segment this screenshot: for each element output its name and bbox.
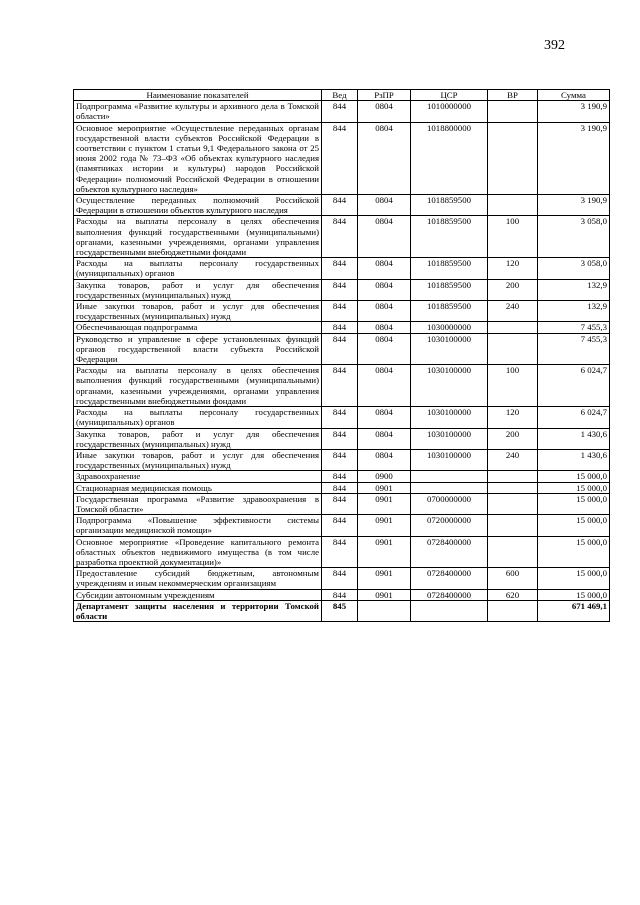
cell-vr bbox=[488, 515, 538, 536]
cell-name: Подпрограмма «Повышение эффективности системы организации медицинской помощи» bbox=[74, 515, 322, 536]
cell-ved: 844 bbox=[322, 536, 358, 568]
cell-ved: 844 bbox=[322, 568, 358, 589]
cell-csr bbox=[411, 471, 488, 482]
table-row bbox=[74, 568, 610, 589]
cell-csr: 1030000000 bbox=[411, 322, 488, 333]
cell-name: Закупка товаров, работ и услуг для обеспечения государственных (муниципальных) нужд bbox=[74, 279, 322, 300]
cell-ved: 844 bbox=[322, 301, 358, 322]
table-row bbox=[74, 216, 610, 258]
cell-name: Департамент защиты населения и территории Томской области bbox=[74, 600, 322, 621]
table-row bbox=[74, 482, 610, 493]
table-row bbox=[74, 428, 610, 449]
cell-sum: 132,9 bbox=[538, 279, 610, 300]
cell-vr: 200 bbox=[488, 428, 538, 449]
cell-rzpr: 0900 bbox=[358, 471, 411, 482]
cell-csr: 1030100000 bbox=[411, 428, 488, 449]
cell-rzpr: 0804 bbox=[358, 428, 411, 449]
cell-ved: 845 bbox=[322, 600, 358, 621]
cell-sum: 15 000,0 bbox=[538, 568, 610, 589]
table-row bbox=[74, 301, 610, 322]
cell-sum: 15 000,0 bbox=[538, 589, 610, 600]
cell-rzpr: 0804 bbox=[358, 122, 411, 194]
cell-vr bbox=[488, 471, 538, 482]
cell-vr bbox=[488, 600, 538, 621]
cell-csr: 1010000000 bbox=[411, 101, 488, 122]
cell-sum: 132,9 bbox=[538, 301, 610, 322]
cell-name: Стационарная медицинская помощь bbox=[74, 482, 322, 493]
cell-rzpr bbox=[358, 600, 411, 621]
cell-sum: 7 455,3 bbox=[538, 333, 610, 365]
cell-name: Государственная программа «Развитие здравоохранения в Томской области» bbox=[74, 493, 322, 514]
cell-rzpr: 0804 bbox=[358, 216, 411, 258]
cell-rzpr: 0901 bbox=[358, 536, 411, 568]
cell-rzpr: 0804 bbox=[358, 322, 411, 333]
cell-vr: 240 bbox=[488, 301, 538, 322]
cell-vr bbox=[488, 101, 538, 122]
table-row bbox=[74, 195, 610, 216]
table-row bbox=[74, 258, 610, 279]
cell-ved: 844 bbox=[322, 333, 358, 365]
cell-rzpr: 0804 bbox=[358, 449, 411, 470]
cell-vr: 240 bbox=[488, 449, 538, 470]
table-row bbox=[74, 600, 610, 621]
cell-ved: 844 bbox=[322, 279, 358, 300]
cell-ved: 844 bbox=[322, 322, 358, 333]
cell-ved: 844 bbox=[322, 428, 358, 449]
cell-rzpr: 0804 bbox=[358, 195, 411, 216]
cell-rzpr: 0804 bbox=[358, 301, 411, 322]
cell-ved: 844 bbox=[322, 471, 358, 482]
table-row bbox=[74, 536, 610, 568]
cell-rzpr: 0901 bbox=[358, 568, 411, 589]
cell-sum: 15 000,0 bbox=[538, 493, 610, 514]
cell-vr: 200 bbox=[488, 279, 538, 300]
cell-vr bbox=[488, 322, 538, 333]
cell-csr: 1018859500 bbox=[411, 216, 488, 258]
cell-ved: 844 bbox=[322, 493, 358, 514]
header-vr: ВР bbox=[488, 90, 538, 101]
header-csr: ЦСР bbox=[411, 90, 488, 101]
table-body bbox=[74, 101, 610, 622]
cell-name: Обеспечивающая подпрограмма bbox=[74, 322, 322, 333]
cell-rzpr: 0901 bbox=[358, 589, 411, 600]
cell-csr: 0720000000 bbox=[411, 515, 488, 536]
cell-name: Руководство и управление в сфере установленных функций органов государственной власти субъекта Российской Федерации bbox=[74, 333, 322, 365]
table-row bbox=[74, 493, 610, 514]
cell-sum: 7 455,3 bbox=[538, 322, 610, 333]
cell-vr: 120 bbox=[488, 258, 538, 279]
cell-sum: 3 190,9 bbox=[538, 195, 610, 216]
cell-sum: 1 430,6 bbox=[538, 449, 610, 470]
cell-rzpr: 0804 bbox=[358, 258, 411, 279]
cell-csr: 0728400000 bbox=[411, 589, 488, 600]
table-row bbox=[74, 407, 610, 428]
cell-csr: 1018859500 bbox=[411, 279, 488, 300]
cell-csr: 1018800000 bbox=[411, 122, 488, 194]
cell-csr: 1018859500 bbox=[411, 258, 488, 279]
cell-sum: 3 058,0 bbox=[538, 216, 610, 258]
header-sum: Сумма bbox=[538, 90, 610, 101]
cell-name: Иные закупки товаров, работ и услуг для обеспечения государственных (муниципальных) нужд bbox=[74, 449, 322, 470]
cell-sum: 15 000,0 bbox=[538, 536, 610, 568]
cell-ved: 844 bbox=[322, 589, 358, 600]
cell-sum: 15 000,0 bbox=[538, 515, 610, 536]
header-rzpr: РзПР bbox=[358, 90, 411, 101]
cell-ved: 844 bbox=[322, 258, 358, 279]
cell-vr bbox=[488, 493, 538, 514]
cell-sum: 671 469,1 bbox=[538, 600, 610, 621]
cell-vr bbox=[488, 195, 538, 216]
cell-ved: 844 bbox=[322, 195, 358, 216]
table-row bbox=[74, 322, 610, 333]
cell-csr: 0728400000 bbox=[411, 568, 488, 589]
cell-csr: 1030100000 bbox=[411, 365, 488, 407]
cell-csr bbox=[411, 600, 488, 621]
cell-vr: 100 bbox=[488, 365, 538, 407]
cell-ved: 844 bbox=[322, 122, 358, 194]
table-row bbox=[74, 365, 610, 407]
cell-sum: 6 024,7 bbox=[538, 365, 610, 407]
cell-sum: 1 430,6 bbox=[538, 428, 610, 449]
cell-ved: 844 bbox=[322, 101, 358, 122]
cell-name: Расходы на выплаты персоналу в целях обеспечения выполнения функций государственными (муниципальными) органами, казенными учреждениями, органами управления государственными внебюджетными фондами bbox=[74, 216, 322, 258]
cell-csr: 0700000000 bbox=[411, 493, 488, 514]
cell-name: Расходы на выплаты персоналу государственных (муниципальных) органов bbox=[74, 258, 322, 279]
cell-csr bbox=[411, 482, 488, 493]
cell-vr: 600 bbox=[488, 568, 538, 589]
cell-ved: 844 bbox=[322, 216, 358, 258]
cell-vr: 100 bbox=[488, 216, 538, 258]
cell-vr bbox=[488, 122, 538, 194]
cell-csr: 1030100000 bbox=[411, 449, 488, 470]
cell-rzpr: 0901 bbox=[358, 493, 411, 514]
cell-name: Закупка товаров, работ и услуг для обеспечения государственных (муниципальных) нужд bbox=[74, 428, 322, 449]
table-row bbox=[74, 449, 610, 470]
table-row bbox=[74, 122, 610, 194]
cell-csr: 1018859500 bbox=[411, 301, 488, 322]
cell-name: Подпрограмма «Развитие культуры и архивного дела в Томской области» bbox=[74, 101, 322, 122]
cell-name: Расходы на выплаты персоналу государственных (муниципальных) органов bbox=[74, 407, 322, 428]
cell-name: Здравоохранение bbox=[74, 471, 322, 482]
cell-sum: 3 190,9 bbox=[538, 101, 610, 122]
header-name: Наименование показателей bbox=[74, 90, 322, 101]
cell-rzpr: 0804 bbox=[358, 101, 411, 122]
table-row bbox=[74, 589, 610, 600]
cell-rzpr: 0804 bbox=[358, 407, 411, 428]
cell-ved: 844 bbox=[322, 449, 358, 470]
cell-rzpr: 0804 bbox=[358, 365, 411, 407]
cell-ved: 844 bbox=[322, 365, 358, 407]
cell-vr: 620 bbox=[488, 589, 538, 600]
page-number: 392 bbox=[544, 38, 565, 53]
table-header-row bbox=[74, 90, 610, 101]
cell-name: Основное мероприятие «Проведение капитального ремонта областных объектов недвижимого имущества (в том числе разработка проектной документации)» bbox=[74, 536, 322, 568]
table-row bbox=[74, 515, 610, 536]
cell-sum: 15 000,0 bbox=[538, 482, 610, 493]
table-row bbox=[74, 333, 610, 365]
cell-rzpr: 0804 bbox=[358, 279, 411, 300]
cell-vr: 120 bbox=[488, 407, 538, 428]
cell-rzpr: 0901 bbox=[358, 515, 411, 536]
cell-sum: 6 024,7 bbox=[538, 407, 610, 428]
header-ved: Вед bbox=[322, 90, 358, 101]
cell-csr: 0728400000 bbox=[411, 536, 488, 568]
cell-name: Предоставление субсидий бюджетным, автономным учреждениям и иным некоммерческим организациям bbox=[74, 568, 322, 589]
cell-rzpr: 0901 bbox=[358, 482, 411, 493]
cell-name: Субсидии автономным учреждениям bbox=[74, 589, 322, 600]
cell-name: Иные закупки товаров, работ и услуг для обеспечения государственных (муниципальных) нужд bbox=[74, 301, 322, 322]
cell-vr bbox=[488, 536, 538, 568]
cell-ved: 844 bbox=[322, 407, 358, 428]
cell-ved: 844 bbox=[322, 482, 358, 493]
cell-sum: 3 190,9 bbox=[538, 122, 610, 194]
cell-name: Основное мероприятие «Осуществление переданных органам государственной власти субъектов Российской Федерации в соответствии с пунктом 1 статьи 9,1 Федерального закона от 25 июня 2002 года № 73–ФЗ «Об объектах культурного наследия (памятниках истории и культуры) народов Российской Федерации» полномочий Российской Федерации в отношении объектов культурного наследия» bbox=[74, 122, 322, 194]
table-row bbox=[74, 101, 610, 122]
table-row bbox=[74, 471, 610, 482]
cell-sum: 15 000,0 bbox=[538, 471, 610, 482]
cell-sum: 3 058,0 bbox=[538, 258, 610, 279]
cell-csr: 1030100000 bbox=[411, 407, 488, 428]
cell-rzpr: 0804 bbox=[358, 333, 411, 365]
table-row bbox=[74, 279, 610, 300]
cell-name: Осуществление переданных полномочий Российской Федерации в отношении объектов культурного наследия bbox=[74, 195, 322, 216]
cell-name: Расходы на выплаты персоналу в целях обеспечения выполнения функций государственными (муниципальными) органами, казенными учреждениями, органами управления государственными внебюджетными фондами bbox=[74, 365, 322, 407]
cell-csr: 1018859500 bbox=[411, 195, 488, 216]
cell-ved: 844 bbox=[322, 515, 358, 536]
cell-csr: 1030100000 bbox=[411, 333, 488, 365]
cell-vr bbox=[488, 482, 538, 493]
cell-vr bbox=[488, 333, 538, 365]
budget-table bbox=[73, 89, 610, 622]
